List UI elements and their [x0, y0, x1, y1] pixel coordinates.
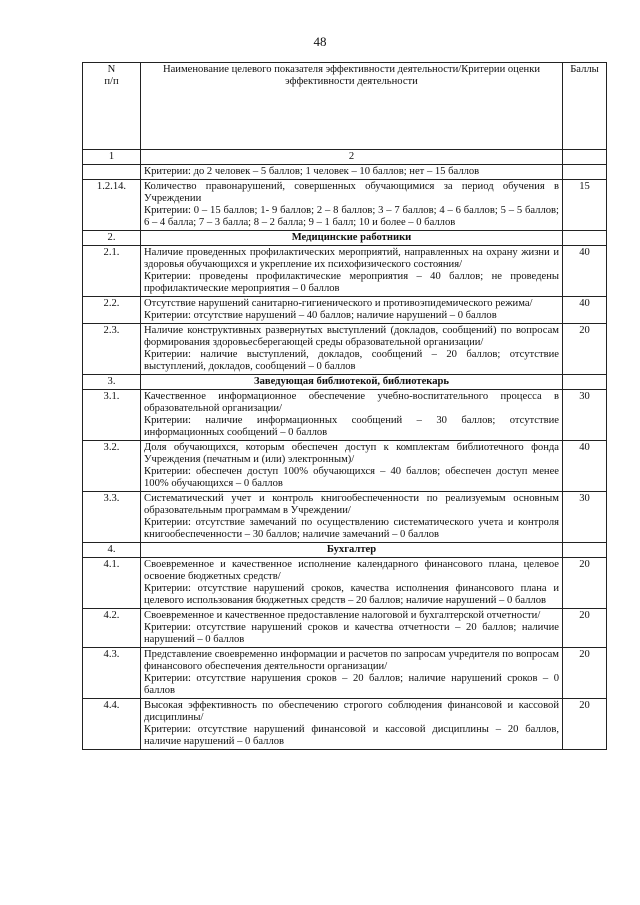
row-criteria-text: Наличие проведенных профилактических мероприятий, направленных на охрану жизни и здоровья обучающихся и укрепление их психофизического состояния/ Критерии: проведены профилактические мероприятия – 40 баллов; не проведены профилактические мероприятия – 0 баллов	[141, 246, 563, 297]
row-number: 3.2.	[83, 441, 141, 492]
column-number-row	[83, 150, 607, 165]
table-row	[83, 441, 607, 492]
header-num-label: N п/п	[104, 64, 119, 87]
section-row	[83, 375, 607, 390]
row-criteria-text: Наличие конструктивных развернутых выступлений (докладов, сообщений) по вопросам формирования здоровьесберегающей среды образовательной организации/ Критерии: наличие выступлений, докладов, сообщений – 20 баллов; отсутствие выступлений, докладов, сообщений – 0 баллов	[141, 324, 563, 375]
row-criteria-text: Своевременное и качественное предоставление налоговой и бухгалтерской отчетности/ Критерии: отсутствие нарушений сроков и качества отчетности – 20 баллов; наличие нарушений – 0 баллов	[141, 609, 563, 648]
row-number: 4.2.	[83, 609, 141, 648]
table-row	[83, 390, 607, 441]
row-score: 30	[563, 390, 607, 441]
row-score	[563, 375, 607, 390]
row-number: 3.3.	[83, 492, 141, 543]
row-criteria-text: Критерии: до 2 человек – 5 баллов; 1 человек – 10 баллов; нет – 15 баллов	[141, 165, 563, 180]
column-number-2: 2	[141, 150, 563, 165]
section-title: Медицинские работники	[141, 231, 563, 246]
table-row	[83, 246, 607, 297]
row-number: 2.3.	[83, 324, 141, 375]
row-score	[563, 165, 607, 180]
row-score	[563, 231, 607, 246]
column-number-3	[563, 150, 607, 165]
row-criteria-text: Систематический учет и контроль книгообеспеченности по реализуемым основным образовательным программам в Учреждении/ Критерии: отсутствие замечаний по осуществлению систематического учета и контроля книгообеспеченности – 30 баллов; наличие замечаний – 0 баллов	[141, 492, 563, 543]
row-criteria-text: Доля обучающихся, которым обеспечен доступ к комплектам библиотечного фонда Учреждения (печатным и (или) электронным)/ Критерии: обеспечен доступ 100% обучающихся – 40 баллов; обеспечен доступ менее 100% обучающихся – 0 баллов	[141, 441, 563, 492]
row-score: 20	[563, 648, 607, 699]
table-row	[83, 165, 607, 180]
row-number: 4.	[83, 543, 141, 558]
table-header-row	[83, 63, 607, 150]
row-number: 2.1.	[83, 246, 141, 297]
row-criteria-text: Своевременное и качественное исполнение календарного финансового плана, целевое освоение бюджетных средств/ Критерии: отсутствие нарушений сроков, качества исполнения финансового плана и целевого использования бюджетных средств – 20 баллов; наличие нарушений – 0 баллов	[141, 558, 563, 609]
section-title: Заведующая библиотекой, библиотекарь	[141, 375, 563, 390]
row-number: 1.2.14.	[83, 180, 141, 231]
header-name: Наименование целевого показателя эффективности деятельности/Критерии оценки эффективности деятельности	[141, 63, 563, 150]
criteria-table	[82, 62, 607, 750]
table-row	[83, 609, 607, 648]
row-criteria-text: Отсутствие нарушений санитарно-гигиенического и противоэпидемического режима/ Критерии: отсутствие нарушений – 40 баллов; наличие нарушений – 0 баллов	[141, 297, 563, 324]
row-score: 20	[563, 609, 607, 648]
section-title: Бухгалтер	[141, 543, 563, 558]
row-number: 2.	[83, 231, 141, 246]
row-number: 4.3.	[83, 648, 141, 699]
header-num	[83, 63, 141, 150]
row-score: 20	[563, 558, 607, 609]
row-score: 20	[563, 699, 607, 750]
row-score: 30	[563, 492, 607, 543]
page-number: 48	[313, 34, 327, 49]
row-criteria-text: Качественное информационное обеспечение учебно-воспитательного процесса в образовательной организации/ Критерии: наличие информационных сообщений – 30 баллов; отсутствие информационных сообщений – 0 баллов	[141, 390, 563, 441]
row-score	[563, 543, 607, 558]
row-score: 40	[563, 297, 607, 324]
row-criteria-text: Представление своевременно информации и расчетов по запросам учредителя по вопросам финансового обеспечения деятельности организации/ Критерии: отсутствие нарушения сроков – 20 баллов; наличие нарушений сроков – 0 баллов	[141, 648, 563, 699]
row-criteria-text: Количество правонарушений, совершенных обучающимися за период обучения в Учреждении Критерии: 0 – 15 баллов; 1- 9 баллов; 2 – 8 баллов; 3 – 7 баллов; 4 – 6 баллов; 5 – 5 баллов; 6 – 4 балла; 7 – 3 балла; 8 – 2 балла; 9 – 1 балл; 10 и более – 0 баллов	[141, 180, 563, 231]
row-criteria-text: Высокая эффективность по обеспечению строгого соблюдения финансовой и кассовой дисциплины/ Критерии: отсутствие нарушений финансовой и кассовой дисциплины – 20 баллов, наличие нарушений – 0 баллов	[141, 699, 563, 750]
section-row	[83, 543, 607, 558]
row-number	[83, 165, 141, 180]
table-row	[83, 324, 607, 375]
table-row	[83, 699, 607, 750]
row-score: 40	[563, 246, 607, 297]
table-row	[83, 492, 607, 543]
row-number: 3.1.	[83, 390, 141, 441]
row-score: 20	[563, 324, 607, 375]
column-number-1: 1	[83, 150, 141, 165]
table-row	[83, 648, 607, 699]
row-number: 3.	[83, 375, 141, 390]
section-row	[83, 231, 607, 246]
row-number: 4.1.	[83, 558, 141, 609]
row-score: 40	[563, 441, 607, 492]
table-row	[83, 180, 607, 231]
row-number: 4.4.	[83, 699, 141, 750]
row-score: 15	[563, 180, 607, 231]
header-score: Баллы	[563, 63, 607, 150]
row-number: 2.2.	[83, 297, 141, 324]
table-row	[83, 558, 607, 609]
table-row	[83, 297, 607, 324]
